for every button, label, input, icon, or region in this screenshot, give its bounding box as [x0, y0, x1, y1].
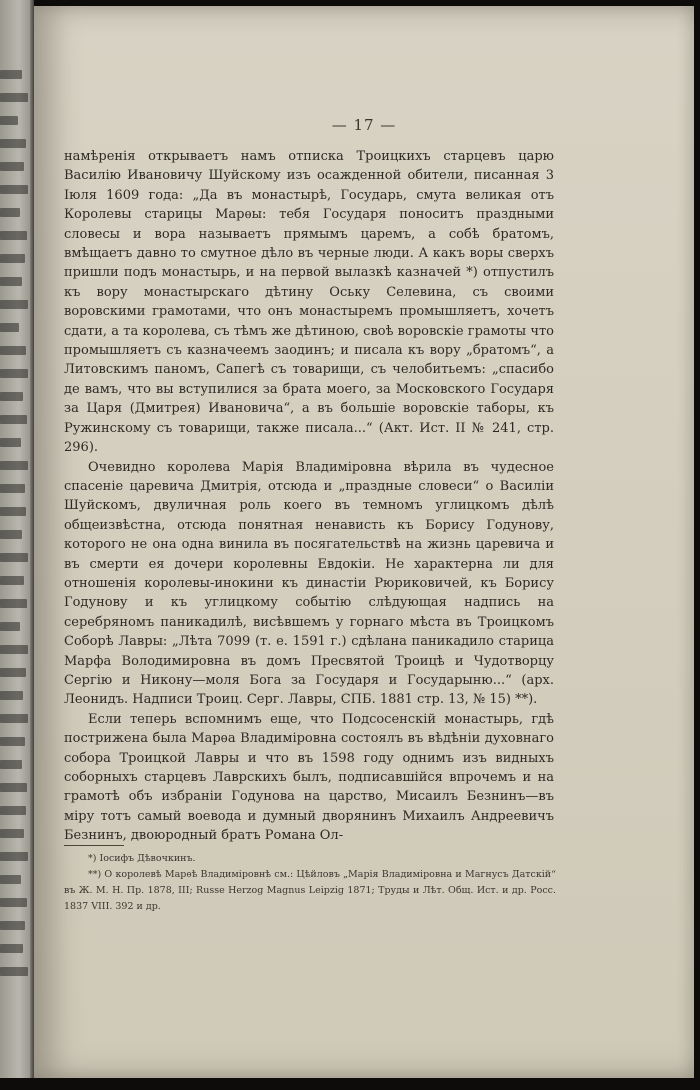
paragraph-3: Если теперь вспомнимъ еще, что Подсосенскій монастырь, гдѣ пострижена была Марѳа Владиміровна состоялъ въ вѣдѣніи духовнаго собора Троицкой Лавры и что въ 1598 году однимъ изъ видныхъ соборныхъ старцевъ Лаврскихъ былъ, подписавшійся впрочемъ и на грамотѣ объ избраніи Годунова на царство, Мисаилъ Безнинъ—въ міру тотъ самый воевода и думный дворянинъ Михаилъ Андреевичъ Безнинъ, двоюродный братъ Романа Ол- — [64, 711, 554, 844]
footnote-divider — [64, 845, 124, 846]
paragraph-2: Очевидно королева Марія Владиміровна вѣрила въ чудесное спасеніе царевича Дмитрія, отсюда и „праздные словеси“ о Василіи Шуйскомъ, двуличная роль коего въ темномъ углицкомъ дѣлѣ общеизвѣстна, отсюда понятная ненависть къ Борису Годунову, которого не она одна винила въ посягательствѣ на жизнь царевича и въ смерти ея дочери королевны Евдокіи. Не характерна ли для отношенія королевы-инокини къ династіи Рюриковичей, къ Борису Годунову и къ углицкому событію слѣдующая надпись на серебряномъ паникадилѣ, висѣвшемъ у горнаго мѣста въ Троицкомъ Соборѣ Лавры: „Лѣта 7099 (т. е. 1591 г.) сдѣлана паникадило старица Марфа Володимировна въ домъ Пресвятой Троицѣ и Чудотворцу Сергію и Никону—моля Бога за Государя и Государыню...“ (арх. Леонидъ. Надписи Троиц. Серг. Лавры, СПБ. 1881 стр. 13, № 15) **). — [64, 459, 554, 708]
footnote-1: *) Іосифъ Дѣвочкинъ. — [88, 853, 196, 864]
left-page-edge — [0, 0, 34, 1090]
left-page-text-fragments — [0, 70, 30, 990]
footnote-2: **) О королевѣ Марѳѣ Владиміровнѣ см.: Цѣйловъ „Марія Владиміровна и Магнусъ Датскій“ въ Ж. М. Н. Пр. 1878, III; Russe Herzog Magnus Leipzig 1871; Труды и Лѣт. Общ. Ист. и др. Росс. 1837 VIII. 392 и др. — [64, 869, 556, 912]
body-text — [64, 147, 554, 846]
page-number: — 17 — — [331, 116, 397, 134]
footnotes — [64, 851, 556, 915]
background-bottom — [0, 1078, 700, 1090]
paragraph-1: намѣренія открываетъ намъ отписка Троицкихъ старцевъ царю Василію Ивановичу Шуйскому изъ осажденной обители, писанная 3 Іюля 1609 года: „Да въ монастырѣ, Государь, смута великая отъ Королевы старицы Марѳы: тебя Государя поноситъ праздными словесы и вора называетъ прямымъ царемъ, а собѣ братомъ, вмѣщаетъ давно то смутное дѣло въ черные люди. А какъ воры сверхъ пришли подъ монастырь, и на первой вылазкѣ казначей *) отпустилъ къ вору монастырскаго дѣтину Оську Селевина, съ своими воровскими грамотами, что онъ монастыремъ промышляетъ, хочетъ сдати, а та королева, съ тѣмъ же дѣтиною, своѣ воровскіе грамоты что промышляетъ съ казначеемъ заодинъ; и писала къ вору „братомъ“, а Литовскимъ паномъ, Сапегѣ съ товарищи, съ челобитьемъ: „спасибо де вамъ, что вы вступилися за брата моего, за Московского Государя за Царя (Дмитрея) Ивановича“, а въ большіе воровскіе таборы, къ Ружинскому съ товарищи, также писала...“ (Акт. Ист. II № 241, стр. 296). — [64, 149, 554, 456]
